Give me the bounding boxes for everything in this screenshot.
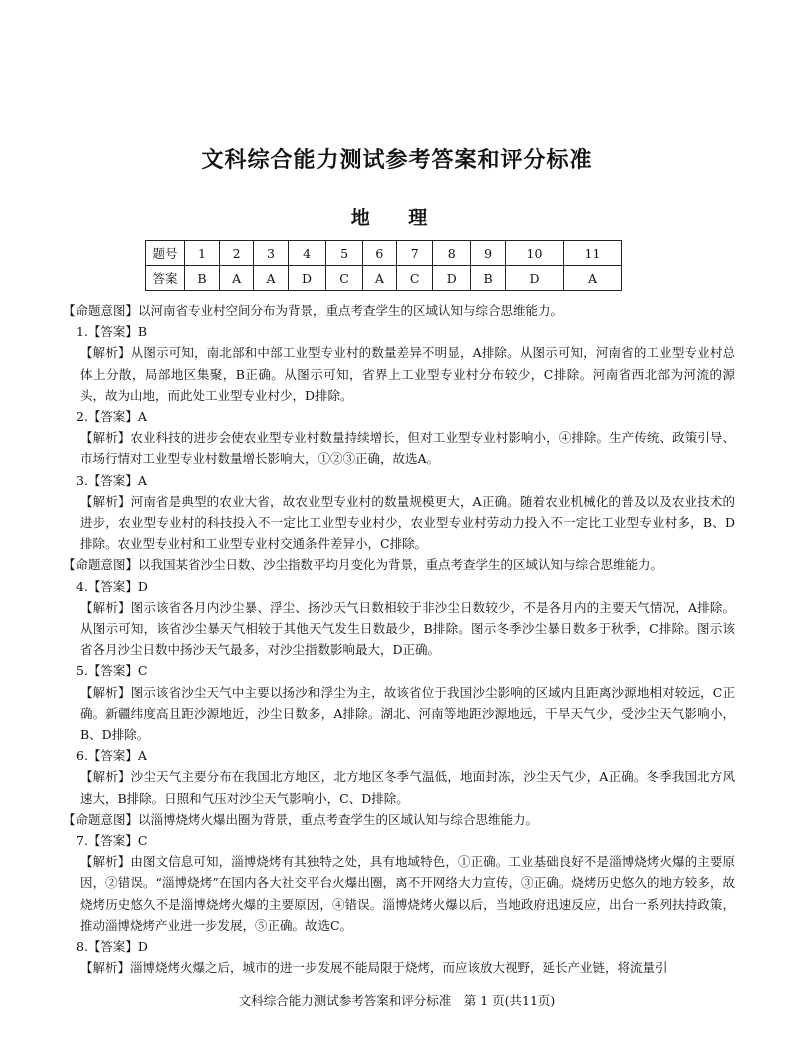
answer-cell: A: [563, 266, 621, 291]
answer-line: 6.【答案】A: [76, 748, 147, 764]
question-number-cell: 9: [471, 241, 506, 266]
answer-cell: D: [433, 266, 471, 291]
answer-line: 1.【答案】B: [76, 324, 148, 340]
question-number-cell: 8: [433, 241, 471, 266]
answer-cell: C: [397, 266, 433, 291]
question-number-cell: 3: [254, 241, 288, 266]
answer-cell: A: [254, 266, 288, 291]
intent-paragraph: 【命题意图】以河南省专业村空间分布为背景，重点考查学生的区域认知与综合思维能力。: [63, 303, 564, 318]
answer-cell: A: [219, 266, 253, 291]
analysis-paragraph: 【解析】从图示可知，南北部和中部工业型专业村的数量差异不明显，A排除。从图示可知，河南省的工业型专业村总体上分散，局部地区集聚，B正确。从图示可知，省界上工业型专业村分布较少，C排除。河南省西北部为河流的源头，故为山地，而此处工业型专业村少，D排除。: [80, 345, 735, 403]
number-header-cell: 题号: [146, 241, 185, 266]
document-title: 文科综合能力测试参考答案和评分标准: [201, 148, 593, 173]
answer-cell: C: [326, 266, 362, 291]
subject-heading: 地 理: [350, 207, 444, 229]
question-number-cell: 10: [506, 241, 564, 266]
answer-line: 2.【答案】A: [76, 409, 147, 425]
question-number-cell: 11: [563, 241, 621, 266]
analysis-paragraph: 【解析】图示该省沙尘天气中主要以扬沙和浮尘为主，故该省位于我国沙尘影响的区域内且距离沙源地相对较远，C正确。新疆纬度高且距沙源地近，沙尘日数多，A排除。湖北、河南等地距沙源地远，干旱天气少，受沙尘天气影响小，B、D排除。: [80, 684, 735, 743]
analysis-paragraph: 【解析】图示该省各月内沙尘暴、浮尘、扬沙天气日数相较于非沙尘日数较少，不是各月内的主要天气情况，A排除。从图示可知，该省沙尘暴天气相较于其他天气发生日数最少，B排除。图示冬季沙尘暴日数多于秋季，C排除。图示该省各月沙尘日数中扬沙天气最多，对沙尘指数影响最大，D正确。: [80, 599, 735, 658]
intent-paragraph: 【命题意图】以淄博烧烤火爆出圈为背景，重点考查学生的区域认知与综合思维能力。: [63, 811, 539, 827]
question-number-cell: 6: [362, 241, 396, 266]
answer-table-number-row: [146, 241, 622, 266]
question-number-cell: 5: [326, 241, 362, 266]
analysis-paragraph: 【解析】农业科技的进步会使农业型专业村数量持续增长，但对工业型专业村影响小，④排除。生产传统、政策引导、市场行情对工业型专业村数量增长影响大，①②③正确，故选A。: [80, 430, 735, 467]
answer-line: 4.【答案】D: [76, 578, 148, 594]
question-number-cell: 2: [219, 241, 253, 266]
analysis-paragraph: 【解析】沙尘天气主要分布在我国北方地区，北方地区冬季气温低，地面封冻，沙尘天气少，A正确。冬季我国北方风速大，B排除。日照和气压对沙尘天气影响小，C、D排除。: [80, 769, 735, 806]
answer-line: 7.【答案】C: [76, 833, 148, 849]
analysis-paragraph: 【解析】河南省是典型的农业大省，故农业型专业村的数量规模更大，A正确。随着农业机械化的普及以及农业技术的进步，农业型专业村的科技投入不一定比工业型专业村少，农业型专业村劳动力投入不一定比工业型专业村多，B、D排除。农业型专业村和工业型专业村交通条件差异小，C排除。: [80, 493, 735, 552]
question-number-cell: 1: [185, 241, 220, 266]
answer-header-cell: 答案: [146, 266, 185, 291]
answer-cell: D: [288, 266, 326, 291]
answer-cell: D: [506, 266, 564, 291]
answer-line: 8.【答案】D: [76, 939, 148, 955]
answer-line: 5.【答案】C: [76, 663, 148, 679]
intent-paragraph: 【命题意图】以我国某省沙尘日数、沙尘指数平均月变化为背景，重点考查学生的区域认知与综合思维能力。: [63, 557, 664, 573]
analysis-paragraph: 【解析】淄博烧烤火爆之后，城市的进一步发展不能局限于烧烤，而应该放大视野，延长产业链，将流量引: [80, 960, 668, 976]
answer-cell: B: [185, 266, 220, 291]
answer-cell: A: [362, 266, 396, 291]
analysis-paragraph: 【解析】由图文信息可知，淄博烧烤有其独特之处，具有地域特色，①正确。工业基础良好不是淄博烧烤火爆的主要原因，②错误。“淄博烧烤”在国内各大社交平台火爆出圈，离不开网络大力宣传，③正确。烧烤历史悠久的地方较多，故烧烤历史悠久不是淄博烧烤火爆的主要原因，④错误。淄博烧烤火爆以后，当地政府迅速反应，出台一系列扶持政策，推动淄博烧烤产业进一步发展，⑤正确。故选C。: [80, 854, 735, 933]
answer-line: 3.【答案】A: [76, 472, 147, 488]
answer-cell: B: [471, 266, 506, 291]
question-number-cell: 4: [288, 241, 326, 266]
page-footer: 文科综合能力测试参考答案和评分标准 第 1 页(共11页): [238, 993, 556, 1008]
answer-table-answer-row: [146, 266, 622, 291]
explanation-content: [63, 300, 735, 979]
answer-table: [145, 240, 622, 291]
question-number-cell: 7: [397, 241, 433, 266]
